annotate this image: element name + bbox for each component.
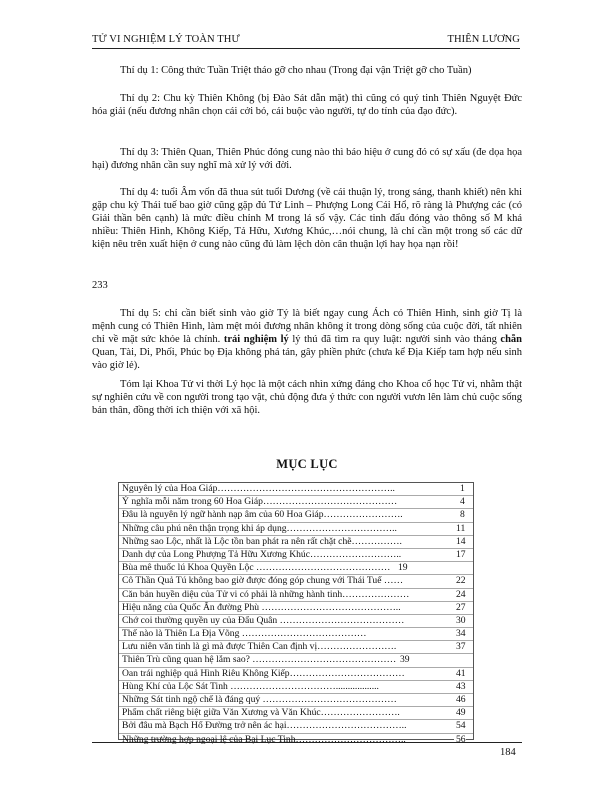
example-3-paragraph <box>92 146 522 172</box>
toc-entry-page: 34 <box>456 628 466 640</box>
toc-entry-page: 46 <box>456 694 466 705</box>
toc-entry[interactable] <box>119 536 473 549</box>
toc-entry[interactable] <box>119 654 473 667</box>
toc-entry[interactable] <box>119 734 473 746</box>
toc-title: MỤC LỤC <box>276 457 338 471</box>
toc-entry-page: 1 <box>460 483 465 494</box>
toc-entry-page: 54 <box>456 720 466 732</box>
toc-entry[interactable] <box>119 483 473 496</box>
toc-entry-page: 19 <box>398 562 408 574</box>
example-3-text: Thí dụ 3: Thiên Quan, Thiên Phúc đóng cung nào thì báo hiệu ở cung đó có sự xấu (đe dọa họa hại) đương nhân cần suy nghĩ mà xử lý với đời. <box>92 147 522 171</box>
toc-entry-title: Đâu là nguyên lý ngữ hành nạp âm của 60 Hoa Giáp……………………. <box>122 509 403 521</box>
toc-entry-title: Những câu phú nên thận trọng khi áp dụng…………………………….. <box>122 522 397 534</box>
toc-entry-page: 30 <box>456 614 466 626</box>
running-header <box>92 34 520 49</box>
example-4-text: Thí dụ 4: tuổi Âm vốn đã thua sút tuổi Dương (về cái thuận lý, trong sáng, thanh khiết) nên khi gặp chu kỳ Thái tuế bao giờ cũng gặp đủ Tứ Linh – Phượng Long Cái Hổ, rõ ràng là Phượng các (có Giải thần bên cạnh) là mức điều chỉnh M trong lá số vậy. Các tinh đẩu đóng vào thông số M khá nhiều: Thiên Hình, Không Kiếp, Tả Hữu, Xương Khúc,…nói chung, là chỉ cần một trong số các dữ kiện nêu trên xuất hiện ở cung nào cũng đủ làm lệch dòn cân thuận lợi hay họa nạn rồi! <box>92 187 522 250</box>
toc-entry[interactable] <box>119 720 473 733</box>
toc-entry-page: 14 <box>456 535 466 547</box>
toc-entry-page: 8 <box>460 509 465 521</box>
toc-entry[interactable] <box>119 628 473 641</box>
table-of-contents <box>118 482 474 745</box>
toc-entry[interactable] <box>119 575 473 588</box>
toc-entry[interactable] <box>119 668 473 681</box>
toc-entry-page: 49 <box>456 707 466 719</box>
toc-entry-page: 22 <box>456 575 466 587</box>
toc-entry[interactable] <box>119 615 473 628</box>
toc-entry-page: 43 <box>456 680 466 692</box>
toc-entry[interactable] <box>119 681 473 694</box>
toc-entry-page: 37 <box>456 641 466 653</box>
toc-entry-title: Nguyên lý của Hoa Giáp……………………………………………….. <box>122 483 395 494</box>
page-number: 184 <box>500 747 516 758</box>
example-5-part-3: Quan, Tài, Di, Phối, Phúc bọ Địa không phá tán, gây phiền phức (chưa kể Địa Kiếp tam hợp nếu sinh vào giờ lẻ). <box>92 347 522 371</box>
toc-entry-title: Những sao Lộc, nhất là Lộc tồn ban phát ra nên rất chặt chẽ……………. <box>122 535 402 547</box>
toc-entry-title: Thiên Trù cũng quan hệ lắm sao? ……………………………………… <box>122 654 397 666</box>
toc-entry-page: 24 <box>456 588 466 600</box>
toc-entry-title: Bởi đâu mà Bạch Hổ Đường trở nên ác hại……………………………….. <box>122 720 407 732</box>
example-5-bold-even: chẵn <box>500 334 523 345</box>
header-book-title: TỬ VI NGHIỆM LÝ TOÀN THƯ <box>92 34 240 45</box>
toc-entry-title: Hiệu năng của Quốc Ấn đường Phù …………………………………….. <box>122 601 401 613</box>
example-1-text: Thí dụ 1: Công thức Tuần Triệt tháo gỡ cho nhau (Trong đại vận Triệt gỡ cho Tuần) <box>120 65 472 76</box>
toc-entry-title: Những trường hợp ngoại lệ của Bại Lục Tinh…………………………….. <box>122 733 406 745</box>
toc-entry-title: Cô Thần Quả Tú không bao giờ được đóng góp chung với Thái Tuế …… <box>122 575 404 587</box>
conclusion-paragraph <box>92 378 522 417</box>
toc-entry[interactable] <box>119 707 473 720</box>
example-5-paragraph <box>92 307 522 372</box>
toc-entry-title: Những Sát tinh ngộ chế là đáng quý …………………………………… <box>122 694 397 705</box>
example-5-part-2: lý thú đã tìm ra quy luật: người sinh vào tháng <box>292 334 497 345</box>
toc-entry[interactable] <box>119 509 473 522</box>
toc-entry-title: Danh dự của Long Phượng Tả Hữu Xương Khúc……………………….. <box>122 548 402 560</box>
toc-entry-title: Ý nghĩa mỗi năm trong 60 Hoa Giáp…………………………………… <box>122 496 398 508</box>
toc-entry-page: 4 <box>460 496 465 508</box>
toc-entry[interactable] <box>119 641 473 654</box>
toc-entry[interactable] <box>119 694 473 707</box>
example-5-bold-term: trải nghiệm lý <box>223 334 289 345</box>
toc-entry-title: Lưu niên văn tinh là gì mà được Thiên Can định vị……………………. <box>122 641 397 653</box>
toc-entry[interactable] <box>119 523 473 536</box>
toc-entry[interactable] <box>119 562 473 575</box>
example-5-text <box>92 307 522 372</box>
example-2-paragraph <box>92 92 522 118</box>
toc-entry-title: Oan trái nghiệp quả Hình Riêu Không Kiếp……………………………… <box>122 667 405 679</box>
toc-entry[interactable] <box>119 589 473 602</box>
section-number: 233 <box>92 280 108 291</box>
example-5-part-1: Thí dụ 5: chỉ cần biết sinh vào giờ Tý là biết ngay cung Ách có Thiên Hình, sinh giờ Tị là mệnh cung có Thiên Hình, làm mệt mỏi đương nhân không ít trong dòng sống của cuộc đời, tất nhiên chỉ về mặt sức khỏe là chính. <box>92 308 522 345</box>
toc-entry-title: Phẩm chất riêng biệt giữa Văn Xương và Văn Khúc……………………. <box>122 707 400 719</box>
toc-entry-page: 39 <box>400 654 410 666</box>
toc-entry-page: 56 <box>456 733 466 745</box>
example-1-paragraph <box>92 64 522 77</box>
header-author: THIÊN LƯƠNG <box>447 34 520 45</box>
section-number-block <box>92 279 522 292</box>
toc-entry-title: Bùa mê thuốc lú Khoa Quyền Lộc …………………………………… <box>122 562 391 574</box>
toc-entry-page: 27 <box>456 601 466 613</box>
toc-entry[interactable] <box>119 549 473 562</box>
toc-entry-title: Chớ coi thường quyền uy của Đẩu Quân ………………………………… <box>122 614 405 626</box>
toc-entry[interactable] <box>119 602 473 615</box>
toc-entry[interactable] <box>119 496 473 509</box>
conclusion-text: Tóm lại Khoa Tử vi thời Lý học là một cách nhìn xứng đáng cho Khoa cổ học Tử vi, nhằm thật sự nghiên cứu về con người trong tạo vật, chủ động đưa ý thức con người vươn lên làm chủ cuộc sống bản thân, đồng thời ích thiện với xã hội. <box>92 379 522 416</box>
toc-entry-title: Thế nào là Thiên La Địa Võng ………………………………… <box>122 628 367 640</box>
example-2-text: Thí dụ 2: Chu kỳ Thiên Không (bị Đào Sát dẫn mặt) thì cũng có quý tinh Thiên Nguyệt Đức hóa giải (nếu đương nhân chọn cái cởi bỏ, cái buộc vào người, tự do tính của đạo đức). <box>92 93 522 117</box>
toc-entry-title: Căn bản huyền diệu của Tử vi có phải là những hành tinh………………… <box>122 588 410 600</box>
toc-entry-page: 41 <box>456 667 466 679</box>
example-4-paragraph <box>92 186 522 251</box>
footer-rule <box>92 742 522 743</box>
toc-entry-title: Hùng Khí của Lộc Sát Tinh …………………………….................. <box>122 680 379 692</box>
toc-entry-page: 17 <box>456 548 466 560</box>
toc-entry-page: 11 <box>456 522 466 534</box>
